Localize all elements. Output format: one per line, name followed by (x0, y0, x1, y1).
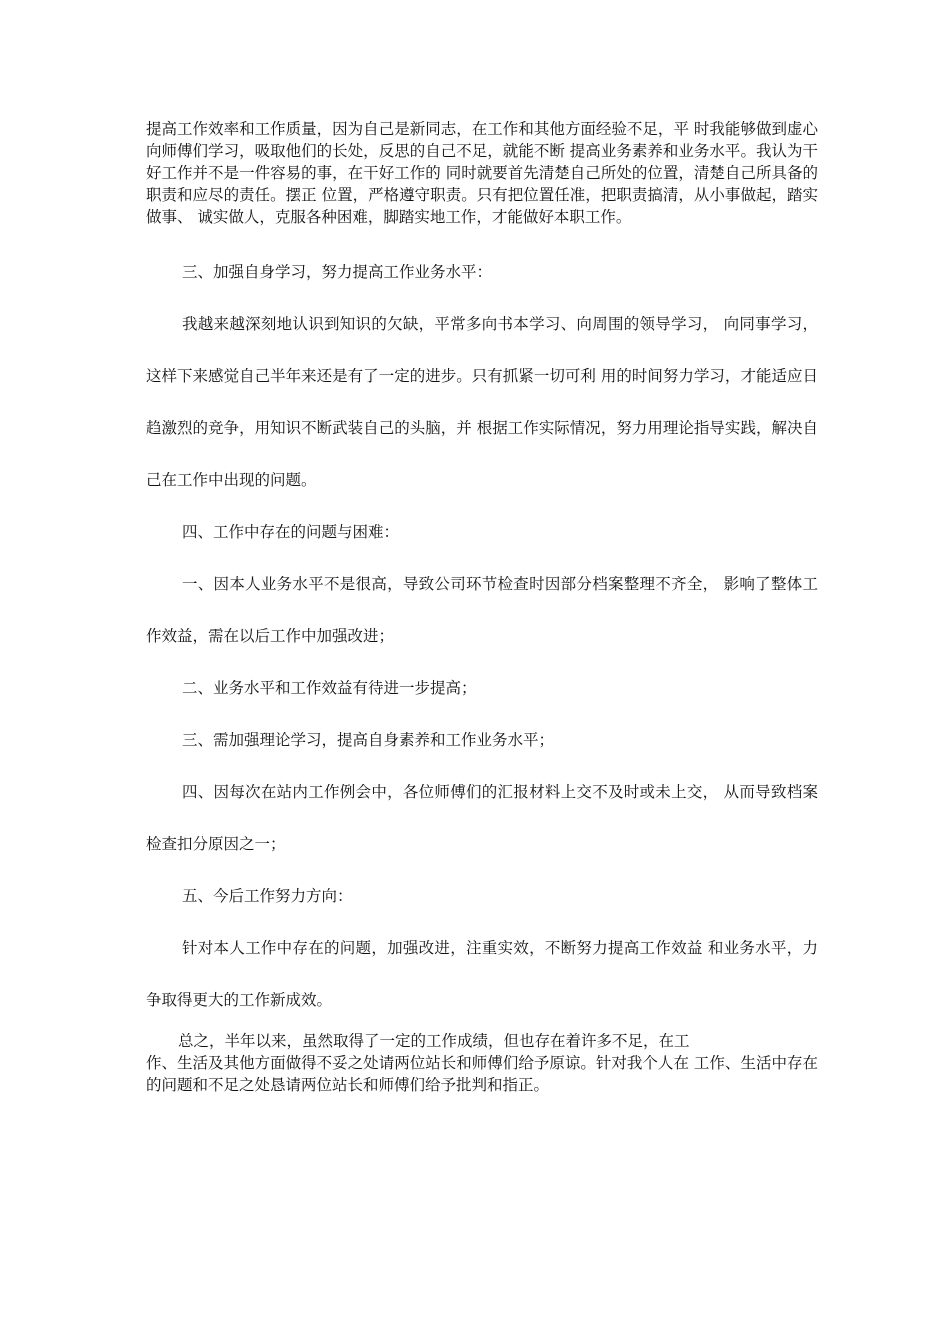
paragraph-intro: 提高工作效率和工作质量，因为自己是新同志，在工作和其他方面经验不足，平 时我能够做到虚心向师傅们学习，吸取他们的长处，反思的自己不足，就能不断 提高业务素养和业务水平。我认为干好工作并不是一件容易的事，在干好工作的 同时就要首先清楚自己所处的位置，清楚自己所具备的职责和应尽的责任。摆正 位置，严格遵守职责。只有把位置任准，把职责搞清，从小事做起，踏实做事、 诚实做人，克服各种困难，脚踏实地工作，才能做好本职工作。 (146, 120, 818, 226)
document-page (146, 118, 818, 1096)
paragraph-issue-1: 一、因本人业务水平不是很高，导致公司环节检查时因部分档案整理不齐全， 影响了整体工作效益，需在以后工作中加强改进； (146, 575, 818, 645)
paragraph-direction: 针对本人工作中存在的问题，加强改进，注重实效，不断努力提高工作效益 和业务水平，力争取得更大的工作新成效。 (146, 939, 818, 1009)
paragraph-summary-rest: 作、生活及其他方面做得不妥之处请两位站长和师傅们给予原谅。针对我个人在 工作、生活中存在的问题和不足之处恳请两位站长和师傅们给予批判和指正。 (146, 1054, 818, 1094)
section-heading-three: 三、加强自身学习，努力提高工作业务水平： (182, 263, 493, 281)
paragraph-summary-first-line: 总之，半年以来，虽然取得了一定的工作成绩，但也存在着许多不足，在工 (178, 1032, 690, 1050)
paragraph-issue-4: 四、因每次在站内工作例会中，各位师傅们的汇报材料上交不及时或未上交， 从而导致档案检查扣分原因之一； (146, 783, 818, 853)
paragraph-issue-3: 三、需加强理论学习，提高自身素养和工作业务水平； (182, 731, 555, 749)
spacer (146, 228, 818, 246)
paragraph-study: 我越来越深刻地认识到知识的欠缺，平常多向书本学习、向周围的领导学习， 向同事学习，这样下来感觉自己半年来还是有了一定的进步。只有抓紧一切可利 用的时间努力学习，才能适应日趋激烈的竞争，用知识不断武装自己的头脑，并 根据工作实际情况，努力用理论指导实践，解决自己在工作中出现的问题。 (146, 315, 818, 489)
section-heading-four: 四、工作中存在的问题与困难： (182, 523, 400, 541)
section-heading-five: 五、今后工作努力方向： (182, 887, 353, 905)
paragraph-issue-2: 二、业务水平和工作效益有待进一步提高； (182, 679, 477, 697)
